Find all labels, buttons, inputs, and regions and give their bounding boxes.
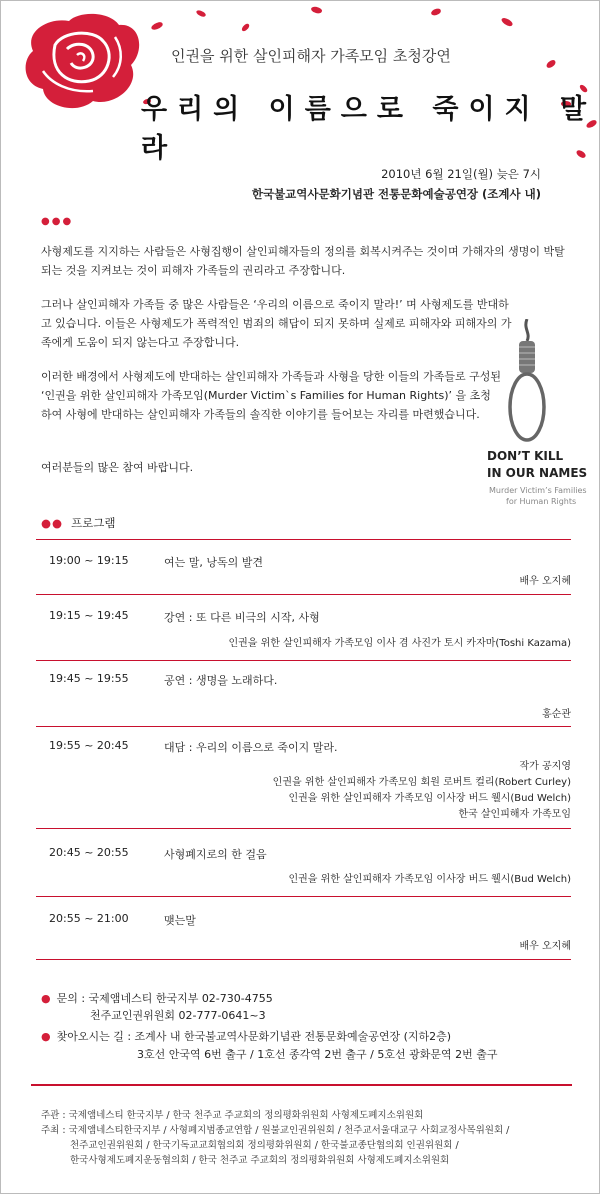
program-speaker: 인권을 위한 살인피해자 가족모임 이사장 버드 웰시(Bud Welch): [288, 793, 571, 804]
logo-text-line2: IN OUR NAMES: [487, 466, 588, 480]
logo-subtext-line1: Murder Victim’s Families: [489, 486, 587, 495]
program-time: 20:45 ~ 20:55: [49, 846, 129, 859]
program-title: 공연 : 생명을 노래하다.: [164, 674, 278, 687]
contact-line: [41, 990, 273, 1006]
petal-decoration: [545, 59, 557, 69]
directions-venue: 찾아오시는 길 : 조계사 내 한국불교역사문화기념관 전통문화예술공연장 (지하2층): [56, 1030, 452, 1043]
program-time: 19:15 ~ 19:45: [49, 609, 129, 622]
program-speaker: 배우 오지혜: [519, 941, 571, 952]
program-speaker: 작가 공지영: [519, 761, 571, 772]
program-bullets: ●●: [41, 516, 64, 530]
event-date: 2010년 6월 21일(월) 늦은 7시: [381, 167, 541, 181]
intro-paragraph: 이러한 배경에서 사형제도에 반대하는 살인피해자 가족들과 사형을 당한 이들의 가족들로 구성된 ‘인권을 위한 살인피해자 가족모임(Murder Victim`s Families for Human Rights)’ 을 초청하여 사형에 반대하는 살인피해자 가족들의 솔직한 이야기를 들어보는 자리를 마련했습니다.: [41, 370, 502, 421]
noose-icon: [501, 319, 549, 444]
program-speaker: 한국 살인피해자 가족모임: [458, 809, 571, 820]
program-time: 19:45 ~ 19:55: [49, 672, 129, 685]
intro-bullets: ●●●: [41, 216, 74, 227]
footer-host: 한국사형제도폐지운동협의회 / 한국 천주교 주교회의 정의평화위원회 사형제도폐지소위원회: [70, 1155, 450, 1166]
contact-amnesty: 문의 : 국제앰네스티 한국지부 02-730-4755: [56, 992, 273, 1005]
petal-decoration: [430, 8, 441, 16]
program-speaker: 인권을 위한 살인피해자 가족모임 회원 로버트 컬리(Robert Curley): [272, 777, 571, 788]
petal-decoration: [150, 21, 163, 31]
footer-host: 천주교인권위원회 / 한국기독교교회협의회 정의평화위원회 / 한국불교종단협의회 인권위원회 /: [70, 1140, 459, 1151]
petal-decoration: [500, 16, 513, 28]
rose-illustration: [19, 11, 144, 116]
program-time: 19:55 ~ 20:45: [49, 739, 129, 752]
contact-bullet: ●: [41, 992, 51, 1005]
program-title: 여는 말, 낭독의 발견: [164, 556, 263, 569]
program-item: [36, 595, 571, 661]
program-heading: [41, 515, 116, 531]
program-title: 강연 : 또 다른 비극의 시작, 사형: [164, 611, 320, 624]
program-speaker: 인권을 위한 살인피해자 가족모임 이사 겸 사진가 토시 카자마(Toshi Kazama): [228, 638, 571, 649]
event-title: 우리의 이름으로 죽이지 말라: [141, 94, 597, 164]
intro-paragraph: 여러분들의 많은 참여 바랍니다.: [41, 461, 194, 474]
program-item: [36, 829, 571, 897]
program-item: [36, 727, 571, 829]
petal-decoration: [195, 9, 206, 18]
program-title: 사형폐지로의 한 걸음: [164, 848, 267, 861]
divider: [31, 1084, 572, 1086]
program-item: [36, 661, 571, 727]
event-venue: 한국불교역사문화기념관 전통문화예술공연장 (조계사 내): [251, 187, 541, 201]
program-item: [36, 539, 571, 595]
program-item: [36, 897, 571, 960]
program-heading-label: 프로그램: [71, 516, 116, 530]
program-time: 20:55 ~ 21:00: [49, 912, 129, 925]
program-title: 대담 : 우리의 이름으로 죽이지 말라.: [164, 741, 338, 754]
footer-organizer: 주관 : 국제앰네스티 한국지부 / 한국 천주교 주교회의 정의평화위원회 사형제도폐지소위원회: [41, 1110, 424, 1121]
petal-decoration: [310, 5, 322, 14]
intro-paragraph: 그러나 살인피해자 가족들 중 많은 사람들은 ‘우리의 이름으로 죽이지 말라!’ 며 사형제도를 반대하고 있습니다. 이들은 사형제도가 폭력적인 범죄의 해답이 되지 못하며 실제로 피해자와 피해자의 가족에게 도움이 되지 않는다고 주장합니다.: [41, 298, 512, 349]
directions-subway: 3호선 안국역 6번 출구 / 1호선 종각역 2번 출구 / 5호선 광화문역 2번 출구: [137, 1048, 498, 1061]
logo-text-line1: DON’T KILL: [487, 449, 564, 463]
event-subtitle: 인권을 위한 살인피해자 가족모임 초청강연: [171, 47, 451, 65]
directions-line: [41, 1028, 451, 1044]
logo-subtext-line2: for Human Rights: [506, 497, 577, 506]
directions-bullet: ●: [41, 1030, 51, 1043]
footer-host: 주최 : 국제앰네스티한국지부 / 사형폐지범종교연합 / 원불교인권위원회 / 천주교서울대교구 사회교정사목위원회 /: [41, 1125, 510, 1136]
petal-decoration: [240, 23, 250, 33]
program-speaker: 홍순관: [542, 709, 571, 720]
program-title: 맺는말: [164, 914, 196, 927]
intro-paragraph: 사형제도를 지지하는 사람들은 사형집행이 살인피해자들의 정의를 회복시켜주는 것이며 가해자의 생명이 박탈되는 것을 지켜보는 것이 피해자 가족들의 권리라고 주장합니다.: [41, 245, 565, 277]
program-speaker: 배우 오지혜: [519, 576, 571, 587]
program-time: 19:00 ~ 19:15: [49, 554, 129, 567]
contact-catholic: 천주교인권위원회 02-777-0641~3: [90, 1009, 266, 1022]
program-speaker: 인권을 위한 살인피해자 가족모임 이사장 버드 웰시(Bud Welch): [288, 874, 571, 885]
